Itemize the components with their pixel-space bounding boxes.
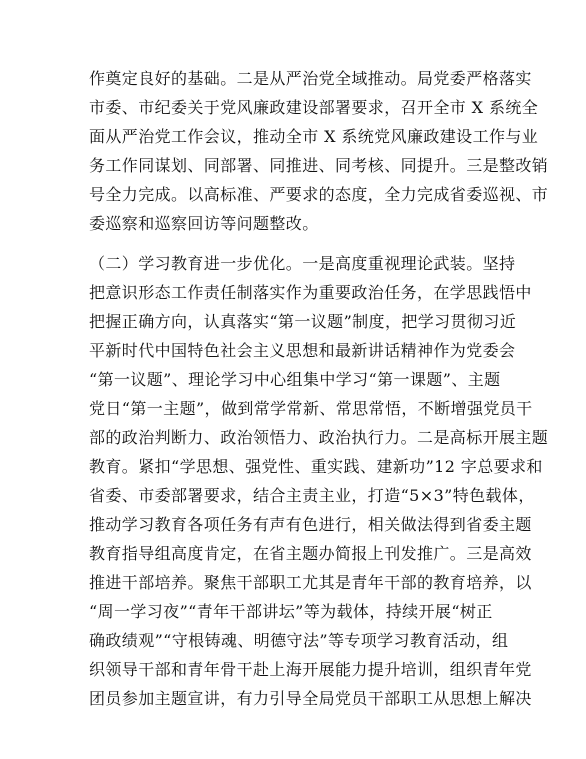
text-line: 推进干部培养。聚焦干部职工尤其是青年干部的教育培养，以 [89, 573, 532, 592]
text-line: 教育指导组高度肯定，在省主题办简报上刊发推广。三是高效 [89, 544, 532, 563]
paragraph-1 [89, 64, 549, 238]
paragraph-2 [89, 249, 549, 713]
text-line: 省委、市委部署要求，结合主责主业，打造“5×3”特色载体， [89, 486, 535, 505]
text-line: 确政绩观”“守根铸魂、明德守法”等专项学习教育活动，组 [89, 631, 509, 650]
text-line: 市委、市纪委关于党风廉政建设部署要求，召开全市 X 系统全 [89, 98, 539, 117]
text-line: 教育。紧扣“学思想、强党性、重实践、建新功”12 字总要求和 [89, 457, 543, 476]
text-line: 织领导干部和青年骨干赴上海开展能力提升培训，组织青年党 [89, 660, 532, 679]
text-line: 把意识形态工作责任制落实作为重要政治任务，在学思践悟中 [89, 283, 532, 302]
text-line: 平新时代中国特色社会主义思想和最新讲话精神作为党委会 [89, 341, 516, 360]
paragraph-gap [89, 238, 509, 249]
text-line: 推动学习教育各项任务有声有色进行，相关做法得到省委主题 [89, 515, 532, 534]
document-body [89, 64, 549, 713]
text-line: 作奠定良好的基础。二是从严治党全域推动。局党委严格落实 [89, 69, 532, 88]
text-line: 党日“第一主题”，做到常学常新、常思常悟，不断增强党员干 [89, 399, 533, 418]
text-line: 把握正确方向，认真落实“第一议题”制度，把学习贯彻习近 [89, 312, 517, 331]
text-line: 面从严治党工作会议，推动全市 X 系统党风廉政建设工作与业 [89, 127, 539, 146]
text-line: （二）学习教育进一步优化。一是高度重视理论武装。坚持 [89, 254, 516, 273]
text-line: 委巡察和巡察回访等问题整改。 [89, 214, 319, 233]
text-line: “第一议题”、理论学习中心组集中学习“第一课题”、主题 [89, 370, 501, 389]
text-line: “周一学习夜”“青年干部讲坛”等为载体，持续开展“树正 [89, 602, 493, 621]
text-line: 号全力完成。以高标准、严要求的态度，全力完成省委巡视、市 [89, 185, 549, 204]
text-line: 团员参加主题宣讲，有力引导全局党员干部职工从思想上解决 [89, 689, 532, 708]
text-line: 部的政治判断力、政治领悟力、政治执行力。二是高标开展主题 [89, 428, 549, 447]
text-line: 务工作同谋划、同部署、同推进、同考核、同提升。三是整改销 [89, 156, 549, 175]
